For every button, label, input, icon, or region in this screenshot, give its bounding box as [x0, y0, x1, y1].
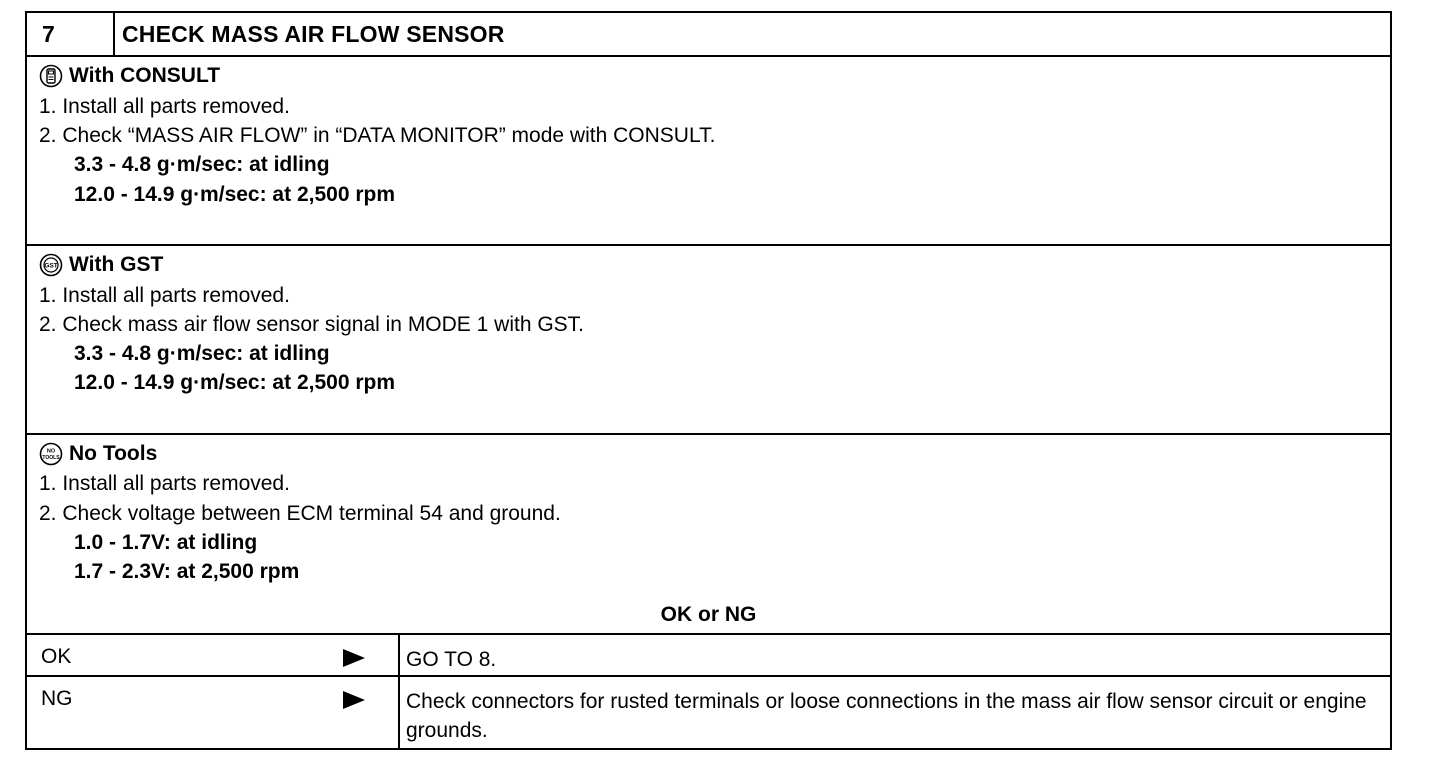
step-number: 7 [27, 13, 115, 55]
step-line: 2. Check voltage between ECM terminal 54 and ground. [39, 502, 561, 525]
spec-line: 12.0 - 14.9 g·m/sec: at 2,500 rpm [74, 371, 395, 394]
method-heading-text: With GST [69, 253, 164, 276]
step-line: 1. Install all parts removed. [39, 472, 290, 495]
method-heading [39, 442, 157, 466]
result-action: GO TO 8. [406, 648, 497, 671]
row-divider [398, 635, 400, 675]
step-line: 1. Install all parts removed. [39, 284, 290, 307]
method-heading-text: With CONSULT [69, 64, 221, 87]
section-with-consult [27, 57, 1390, 246]
step-header [27, 13, 1390, 57]
method-heading-text: No Tools [69, 442, 158, 465]
result-label: OK [41, 645, 72, 668]
spec-line: 3.3 - 4.8 g·m/sec: at idling [74, 153, 330, 176]
svg-text:TOOLS: TOOLS [42, 455, 60, 461]
spec-line: 12.0 - 14.9 g·m/sec: at 2,500 rpm [74, 183, 395, 206]
arrow-right-icon [343, 649, 365, 667]
svg-text:NO: NO [46, 448, 56, 455]
step-line: 1. Install all parts removed. [39, 95, 290, 118]
section-no-tools [27, 435, 1390, 635]
result-row-ok [27, 635, 1390, 677]
arrow-right-icon [343, 691, 365, 709]
spec-line: 1.0 - 1.7V: at idling [74, 531, 258, 554]
section-with-gst [27, 246, 1390, 435]
method-heading [39, 253, 163, 277]
step-line: 2. Check mass air flow sensor signal in MODE 1 with GST. [39, 313, 585, 336]
no-tools-icon [39, 442, 63, 466]
procedure-table [25, 11, 1392, 750]
result-label: NG [41, 687, 73, 710]
consult-icon [39, 64, 63, 88]
result-action: Check connectors for rusted terminals or loose connections in the mass air flow sensor circuit or engine grounds. [406, 690, 1367, 742]
method-heading [39, 64, 220, 88]
spec-line: 1.7 - 2.3V: at 2,500 rpm [74, 560, 300, 583]
step-title: CHECK MASS AIR FLOW SENSOR [122, 21, 505, 47]
result-prompt: OK or NG [660, 603, 757, 626]
spec-line: 3.3 - 4.8 g·m/sec: at idling [74, 342, 330, 365]
row-divider [398, 677, 400, 748]
step-line: 2. Check “MASS AIR FLOW” in “DATA MONITOR” mode with CONSULT. [39, 124, 716, 147]
result-row-ng [27, 677, 1390, 748]
svg-text:GST: GST [44, 262, 58, 270]
gst-icon [39, 253, 63, 277]
